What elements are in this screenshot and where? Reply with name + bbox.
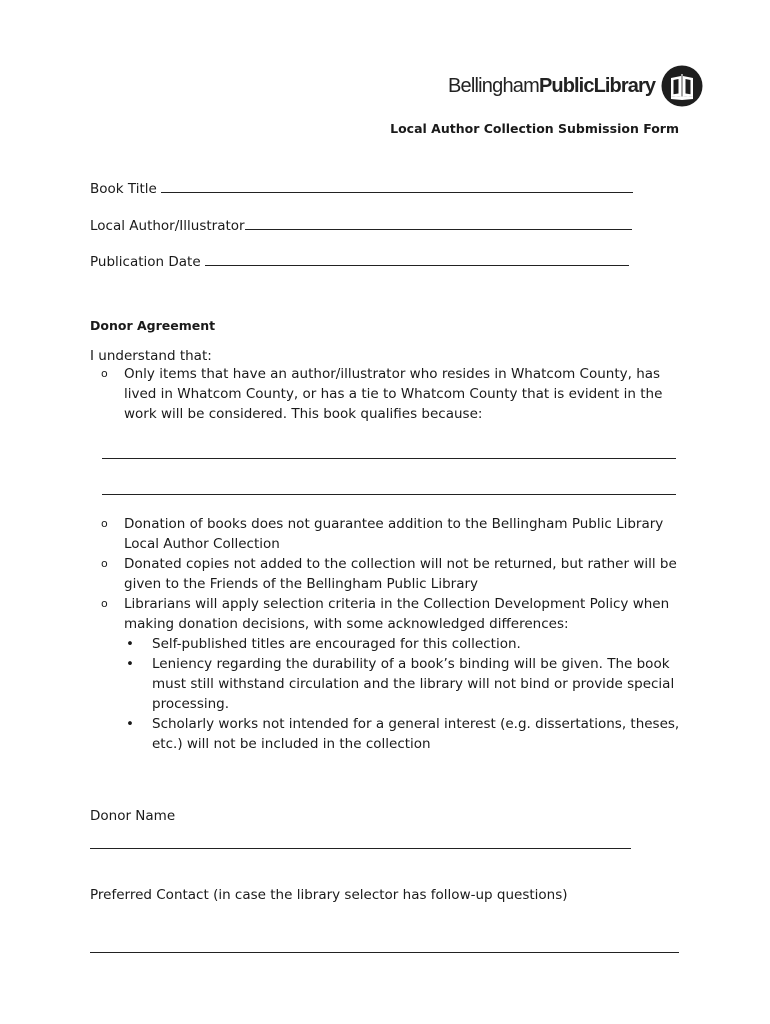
agreement-item-text: Donated copies not added to the collection will not be returned, but rather will be given to the Friends of the Bellingham Public Library — [124, 556, 677, 592]
donor-name-label: Donor Name — [90, 808, 176, 824]
book-emblem-icon — [661, 65, 703, 107]
difference-item-binding — [118, 654, 682, 714]
local-author-blank[interactable] — [245, 216, 632, 230]
publication-date-label: Publication Date — [90, 254, 201, 270]
publication-date-blank[interactable] — [205, 252, 629, 266]
local-author-field[interactable] — [90, 216, 632, 234]
list-marker: o — [101, 517, 108, 530]
difference-item-text: Leniency regarding the durability of a book’s binding will be given. The book must still withstand circulation and the library will not bind or provide special processing. — [152, 656, 675, 712]
bullet-marker: • — [126, 716, 134, 732]
agreement-item-not-returned — [90, 554, 682, 594]
donor-agreement-heading: Donor Agreement — [90, 318, 216, 333]
book-title-label: Book Title — [90, 181, 157, 197]
qualifies-answer-line-1[interactable] — [102, 458, 676, 459]
difference-item-scholarly — [118, 714, 682, 754]
list-marker: o — [101, 367, 108, 380]
list-marker: o — [101, 597, 108, 610]
agreement-item-no-guarantee — [90, 514, 682, 554]
bullet-marker: • — [126, 636, 134, 652]
difference-item-self-published — [118, 634, 682, 654]
bullet-marker: • — [126, 656, 134, 672]
publication-date-field[interactable] — [90, 252, 629, 270]
agreement-item-text: Only items that have an author/illustrator who resides in Whatcom County, has lived in Whatcom County, or has a tie to Whatcom County that is evident in the work will be considered. This book qualifies because: — [124, 366, 663, 422]
qualifies-answer-line-2[interactable] — [102, 494, 676, 495]
agreement-item-selection-criteria — [90, 594, 682, 634]
library-logo — [448, 64, 703, 108]
agreement-item-residence — [90, 364, 680, 424]
donor-name-line[interactable] — [90, 848, 631, 849]
agreement-intro: I understand that: — [90, 348, 212, 364]
logo-wordmark — [448, 76, 655, 96]
agreement-item-text: Donation of books does not guarantee addition to the Bellingham Public Library Local Author Collection — [124, 516, 664, 552]
logo-word-bold: PublicLibrary — [538, 75, 656, 97]
form-title: Local Author Collection Submission Form — [390, 121, 679, 136]
agreement-list-second — [90, 514, 682, 754]
book-title-field[interactable] — [90, 179, 633, 197]
local-author-label: Local Author/Illustrator — [90, 218, 245, 234]
agreement-item-text: Librarians will apply selection criteria in the Collection Development Policy when making donation decisions, with some acknowledged differences: — [124, 596, 670, 632]
agreement-list-first — [90, 364, 680, 424]
preferred-contact-label: Preferred Contact (in case the library selector has follow-up questions) — [90, 887, 568, 903]
logo-word-light: Bellingham — [448, 75, 539, 97]
difference-item-text: Self-published titles are encouraged for this collection. — [152, 636, 521, 652]
differences-list — [90, 634, 682, 754]
list-marker: o — [101, 557, 108, 570]
difference-item-text: Scholarly works not intended for a general interest (e.g. dissertations, theses, etc.) will not be included in the collection — [152, 716, 680, 752]
book-title-blank[interactable] — [161, 179, 633, 193]
preferred-contact-line[interactable] — [90, 952, 679, 953]
